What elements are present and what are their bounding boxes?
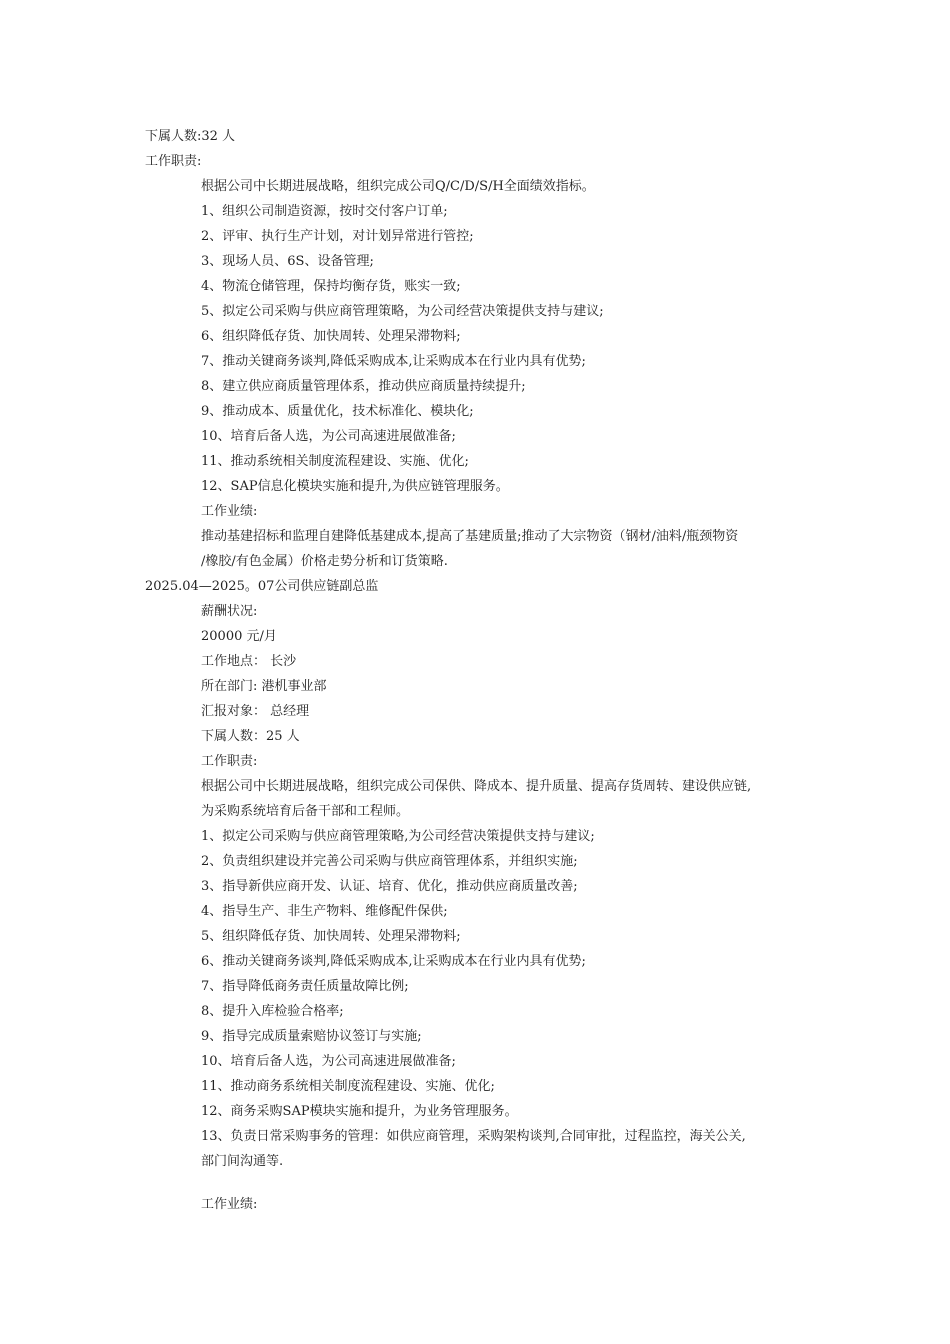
achievement-line: 推动基建招标和监理自建降低基建成本,提高了基建质量;推动了大宗物资（钢材/油料/瓶颈物资	[201, 529, 739, 544]
department: 所在部门: 港机事业部	[201, 679, 327, 694]
achievements-label: 工作业绩:	[201, 1197, 258, 1212]
duty-item: 2、评审、执行生产计划，对计划异常进行管控;	[201, 229, 474, 244]
duty-item: 10、培育后备人选，为公司高速进展做准备;	[201, 1054, 456, 1069]
achievements-label: 工作业绩:	[201, 504, 258, 519]
duties-intro: 为采购系统培育后备干部和工程师。	[201, 804, 410, 819]
duty-item-continuation: 部门间沟通等.	[201, 1154, 284, 1169]
achievement-line: /橡胶/有色金属）价格走势分析和订货策略.	[201, 554, 448, 569]
duties-label: 工作职责:	[145, 154, 202, 169]
job-heading: 2025.04—2025。07公司供应链副总监	[145, 579, 379, 594]
duty-item: 4、物流仓储管理，保持均衡存货，账实一致;	[201, 279, 461, 294]
duty-item: 8、建立供应商质量管理体系，推动供应商质量持续提升;	[201, 379, 526, 394]
duty-item: 1、组织公司制造资源，按时交付客户订单;	[201, 204, 448, 219]
duty-item: 3、现场人员、6S、设备管理;	[201, 254, 374, 269]
duties-label: 工作职责:	[201, 754, 258, 769]
duty-item: 10、培育后备人选，为公司高速进展做准备;	[201, 429, 456, 444]
duty-item: 5、拟定公司采购与供应商管理策略，为公司经营决策提供支持与建议;	[201, 304, 604, 319]
subordinates-count: 下属人数：25 人	[201, 729, 300, 744]
duty-item: 2、负责组织建设并完善公司采购与供应商管理体系，并组织实施;	[201, 854, 578, 869]
duty-item: 3、指导新供应商开发、认证、培育、优化，推动供应商质量改善;	[201, 879, 578, 894]
duty-item: 6、推动关键商务谈判,降低采购成本,让采购成本在行业内具有优势;	[201, 954, 586, 969]
salary-label: 薪酬状况:	[201, 604, 258, 619]
duties-intro: 根据公司中长期进展战略，组织完成公司保供、降成本、提升质量、提高存货周转、建设供应链,	[201, 779, 752, 794]
duty-item: 9、推动成本、质量优化，技术标准化、模块化;	[201, 404, 474, 419]
duty-item: 6、组织降低存货、加快周转、处理呆滞物料;	[201, 329, 461, 344]
duty-item: 7、指导降低商务责任质量故障比例;	[201, 979, 409, 994]
salary-value: 20000 元/月	[201, 629, 277, 644]
duty-item: 12、商务采购SAP模块实施和提升，为业务管理服务。	[201, 1104, 518, 1119]
subordinates-count: 下属人数:32 人	[145, 129, 236, 144]
duty-item: 9、指导完成质量索赔协议签订与实施;	[201, 1029, 422, 1044]
duty-item: 11、推动商务系统相关制度流程建设、实施、优化;	[201, 1079, 495, 1094]
duty-item: 4、指导生产、非生产物料、维修配件保供;	[201, 904, 448, 919]
duties-intro: 根据公司中长期进展战略，组织完成公司Q/C/D/S/H全面绩效指标。	[201, 179, 595, 194]
duty-item: 13、负责日常采购事务的管理：如供应商管理，采购架构谈判,合同审批，过程监控，海关公关,	[201, 1129, 746, 1144]
work-location: 工作地点： 长沙	[201, 654, 297, 669]
duty-item: 12、SAP信息化模块实施和提升,为供应链管理服务。	[201, 479, 509, 494]
duty-item: 8、提升入库检验合格率;	[201, 1004, 344, 1019]
duty-item: 5、组织降低存货、加快周转、处理呆滞物料;	[201, 929, 461, 944]
duty-item: 1、拟定公司采购与供应商管理策略,为公司经营决策提供支持与建议;	[201, 829, 595, 844]
report-to: 汇报对象： 总经理	[201, 704, 310, 719]
duty-item: 11、推动系统相关制度流程建设、实施、优化;	[201, 454, 469, 469]
duty-item: 7、推动关键商务谈判,降低采购成本,让采购成本在行业内具有优势;	[201, 354, 586, 369]
